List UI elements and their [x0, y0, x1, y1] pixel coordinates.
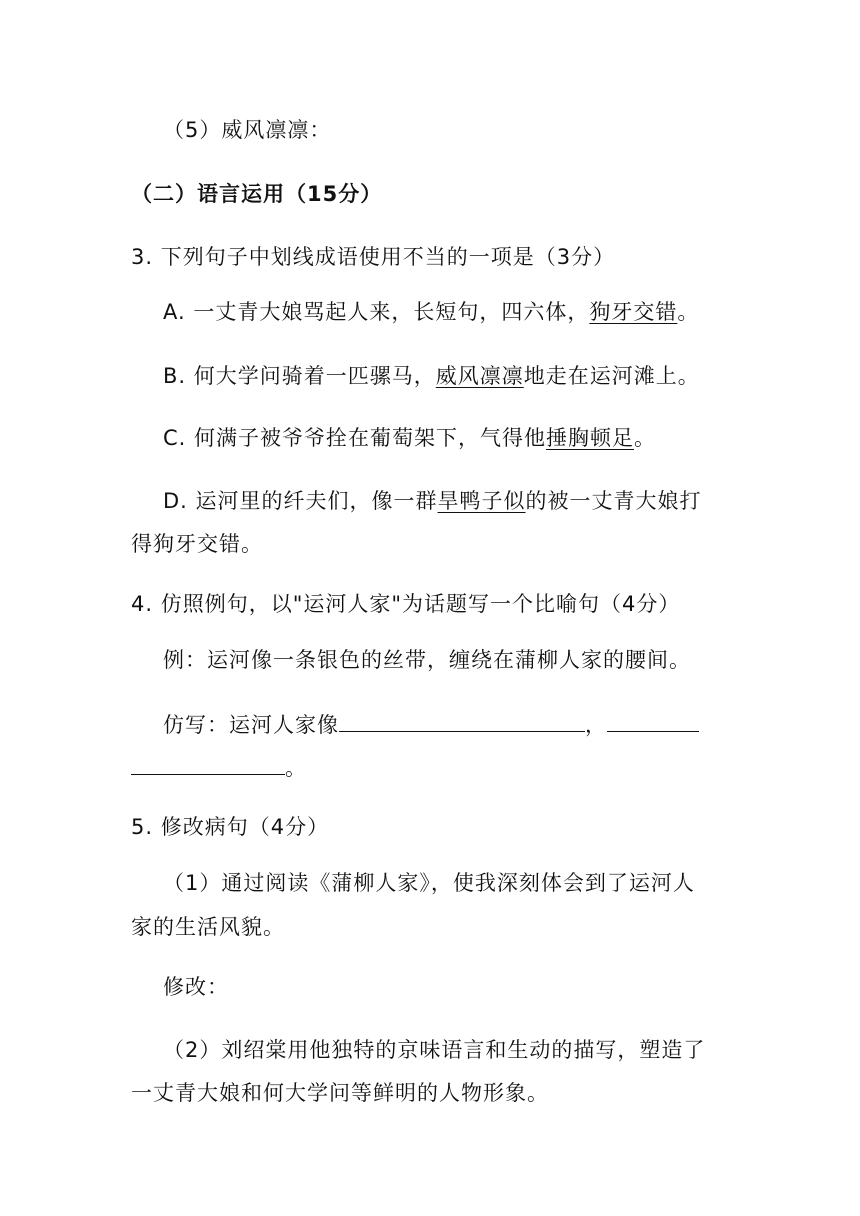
option-b-text: B. 何大学问骑着一匹骡马， — [163, 364, 436, 388]
option-a-end: 。 — [677, 300, 700, 324]
q5-item2-line2: 一丈青大娘和何大学问等鲜明的人物形象。 — [131, 1081, 549, 1105]
q3-option-b — [163, 362, 700, 390]
q3-option-c — [163, 424, 656, 452]
q4-stem: 4. 仿照例句，以"运河人家"为话题写一个比喻句（4分） — [131, 592, 681, 616]
option-a-text: A. 一丈青大娘骂起人来，长短句，四六体， — [163, 300, 590, 324]
q5-stem: 5. 修改病句（4分） — [131, 815, 330, 839]
imitate-period: 。 — [285, 756, 307, 780]
q5-item1-line1: （1）通过阅读《蒲柳人家》，使我深刻体会到了运河人 — [163, 871, 695, 895]
answer-blank-2[interactable] — [607, 709, 699, 732]
q4-imitate-line-continued — [131, 752, 307, 782]
q5-item1-line2: 家的生活风貌。 — [131, 915, 285, 939]
q3-option-a — [163, 298, 699, 326]
q4-example: 例：运河像一条银色的丝带，缠绕在蒲柳人家的腰间。 — [163, 648, 691, 672]
option-b-end: 地走在运河滩上。 — [523, 364, 700, 388]
answer-blank-3[interactable] — [131, 752, 285, 775]
q3-option-d-continued: 得狗牙交错。 — [131, 532, 263, 556]
q3-stem: 3. 下列句子中划线成语使用不当的一项是（3分） — [131, 245, 616, 269]
option-d-text: D. 运河里的纤夫们，像一群 — [163, 489, 438, 513]
q3-option-d — [163, 487, 702, 515]
q5-revise-label: 修改： — [163, 975, 229, 999]
imitate-prefix: 仿写：运河人家像 — [163, 713, 339, 737]
option-b-underlined-idiom: 威风凛凛 — [435, 364, 524, 388]
q2-item5: （5）威风凛凛： — [163, 118, 332, 142]
option-d-underlined-idiom: 旱鸭子似 — [437, 489, 526, 513]
option-a-underlined-idiom: 狗牙交错 — [589, 300, 678, 324]
option-c-text: C. 何满子被爷爷拴在葡萄架下，气得他 — [163, 426, 547, 450]
option-c-underlined-idiom: 捶胸顿足 — [546, 426, 635, 450]
imitate-comma: ， — [585, 713, 607, 737]
answer-blank-1[interactable] — [339, 709, 585, 732]
section-title-language-use: （二）语言运用（15分） — [131, 182, 383, 206]
option-d-end: 的被一丈青大娘打 — [525, 489, 702, 513]
q5-item2-line1: （2）刘绍棠用他独特的京味语言和生动的描写，塑造了 — [163, 1038, 706, 1062]
option-c-end: 。 — [634, 426, 657, 450]
q4-imitate-line — [163, 709, 699, 739]
